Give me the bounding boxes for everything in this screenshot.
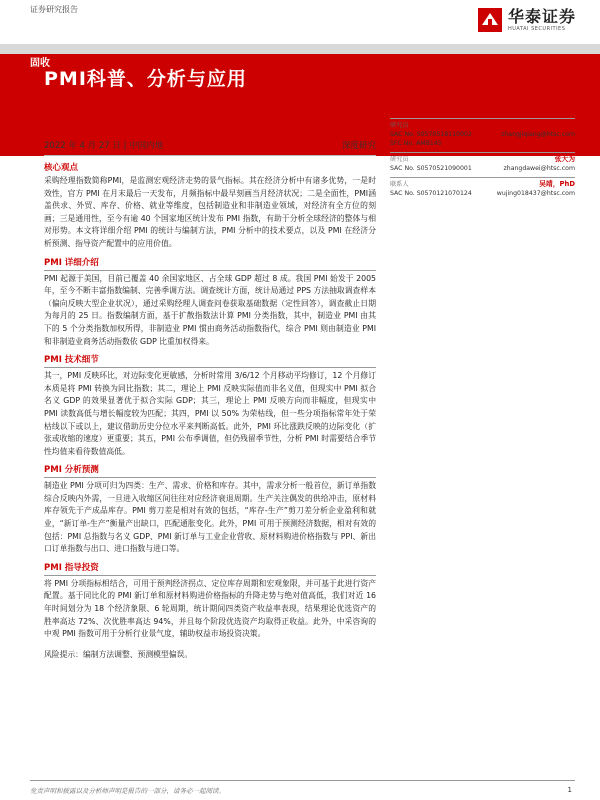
report-region: 中国内地 bbox=[129, 141, 164, 151]
company-logo bbox=[478, 8, 576, 32]
section-body-core: 采购经理指数简称PMI，是监测宏观经济走势的景气指标。其在经济分析中有诸多优势，一是时效性，官方 PMI 在月末最后一天发布，月频指标中最早刻画当月经济状况；二是全面性，PMI涵盖供求、外贸、库存、价格、就业等维度，包括制造业和非制造业领域，对经济有全方位的刻画；三是通用性，至今有逾 40 个国家地区统计发布 PMI 指数，有助于分析全球经济的整体与相对形势。本文将详细介绍 PMI 的统计与编制方法，PMI 分析中的技术要点，以及 PMI 在经济分析预测、指导资产配置中的应用价值。 bbox=[44, 176, 376, 248]
analyst-sac: SAC No. S0570521090001 bbox=[390, 165, 472, 172]
section-body-tech: 其一，PMI 反映环比，对边际变化更敏感，分析时常用 3/6/12 个月移动平均修订，12 个月修订本质是将 PMI 转换为同比指数；其二，理论上 PMI 反映实际值而非名义值，但现实中 PMI 拟合名义 GDP 的效果显著优于拟合实际 GDP；其三，理论上 PMI 反映方向而非幅度，但现实中 PMI 读数高低与增长幅度较为匹配；其四，PMI 以 50% 为荣枯线，但一些分项指标常年处于荣枯线以下或以上，建议借助历史分位水平来判断高低。此外，PMI 环比涨跌反映的边际变化（扩张或收缩的速度）更重要；其五，PMI 公布季调值，但仍残留季节性，分析 PMI 时需要结合季节性均值来看待数值高低。 bbox=[44, 371, 376, 456]
analyst-name: 吴靖，PhD bbox=[539, 180, 575, 188]
separator: | bbox=[123, 141, 130, 151]
section-body-forecast: 制造业 PMI 分项可归为四类：生产、需求、价格和库存。其中，需求分析一般首位，新订单指数综合反映内外需，一旦进入收缩区间往往对应经济衰退周期。生产关注偶发的供给冲击，原材料库存领先于产成品库存。PMI 剪刀差是相对有效的包括，“库存-生产”剪刀差分析企业盈利和就业，“新订单-生产”衡量产出缺口，匹配通胀变化。此外，PMI 可用于预测经济数据，相对有效的包括：PMI 总指数与名义 GDP、PMI 新订单与工业企业营收、原材料购进价格指数与 PPI、新出口订单指数与出口、进口指数与进口等。 bbox=[44, 481, 376, 554]
report-date: 2022 年 4 月 27 日 bbox=[44, 141, 121, 151]
report-title: PMI科普、分析与应用 bbox=[44, 68, 247, 90]
analyst-card bbox=[390, 118, 575, 148]
section-title-intro: PMI 详细介绍 bbox=[44, 256, 376, 271]
footer-disclaimer: 免责声明和披露以及分析师声明是报告的一部分，请务必一起阅读。 bbox=[30, 787, 225, 795]
analyst-email[interactable]: zhangjiqiang@htsc.com bbox=[501, 131, 575, 138]
section-title-tech: PMI 技术细节 bbox=[44, 353, 376, 368]
section-body-intro: PMI 起源于美国，目前已覆盖 40 余国家地区、占全球 GDP 超过 8 成。我国 PMI 始发于 2005 年，至今不断丰富指数编制、完善季调方法。调查统计方面，统计局通过 PPS 方法抽取调查样本（偏向反映大型企业状况），通过采购经理人调查问卷获取基础数据（定性回答），调查截止日期为每月的 25 日。指数编制方面，基于扩散指数法计算 PMI 分类指数，其中，制造业 PMI 由其下的 5 个分类指数加权所得，非制造业 PMI 惯由商务活动指数指代，综合 PMI 则由制造业 PMI 和非制造业商务活动指数依 GDP 比重加权得来。 bbox=[44, 273, 376, 346]
report-type: 深度研究 bbox=[341, 141, 376, 151]
analyst-email[interactable]: zhangdawei@htsc.com bbox=[503, 165, 575, 172]
top-label: 证券研究报告 bbox=[30, 5, 78, 14]
analyst-panel bbox=[390, 118, 575, 202]
footer-divider bbox=[30, 780, 575, 781]
section-body-invest: 将 PMI 分项指标相结合，可用于预判经济拐点、定位库存周期和宏观象限，并可基于此进行资产配置。基于同比化的 PMI 新订单和原材料购进价格指标的升降走势与绝对值高低，我们对近 16 年时间划分为 18 个经济象限、6 轮周期，统计期间四类资产收益率表现，结果理论优选资产的胜率高达 72%、次优胜率高达 94%，并且每个阶段优选资产均取得正收益。此外，中采咨询的中观 PMI 指数可用于分析行业景气度，辅助权益市场投资决策。 bbox=[44, 578, 376, 639]
section-title-forecast: PMI 分析预测 bbox=[44, 463, 376, 478]
date-region bbox=[44, 139, 163, 151]
section-title-invest: PMI 指导投资 bbox=[44, 561, 376, 576]
analyst-role: 研究员 bbox=[390, 122, 409, 129]
risk-warning: 风险提示：编制方法调整、预测模型偏误。 bbox=[44, 649, 193, 659]
analyst-name: 张继强 bbox=[554, 121, 575, 129]
analyst-sac: SAC No. S0570121070124 bbox=[390, 190, 472, 197]
org-name: 华泰研究 bbox=[44, 122, 84, 133]
dateline bbox=[44, 139, 376, 156]
analyst-role: 联系人 bbox=[390, 181, 409, 188]
analyst-card bbox=[390, 152, 575, 173]
analyst-name: 张大为 bbox=[554, 155, 575, 163]
analyst-sfc: SFC No. AMB145 bbox=[390, 140, 442, 147]
section-title-core: 核心观点 bbox=[44, 163, 79, 173]
report-category: 固收 bbox=[30, 58, 50, 69]
logo-en-text: HUATAI SECURITIES bbox=[507, 26, 566, 32]
analyst-sac: SAC No. S0570518110002 bbox=[390, 131, 472, 138]
header-gray-strip bbox=[0, 44, 600, 54]
huatai-logo-icon bbox=[478, 8, 502, 32]
main-content bbox=[44, 118, 376, 661]
page-number: 1 bbox=[567, 786, 572, 794]
analyst-role: 研究员 bbox=[390, 156, 409, 163]
analyst-email[interactable]: wujing018437@htsc.com bbox=[496, 190, 575, 197]
analyst-card bbox=[390, 177, 575, 198]
logo-cn-text: 华泰证券 bbox=[507, 7, 576, 26]
